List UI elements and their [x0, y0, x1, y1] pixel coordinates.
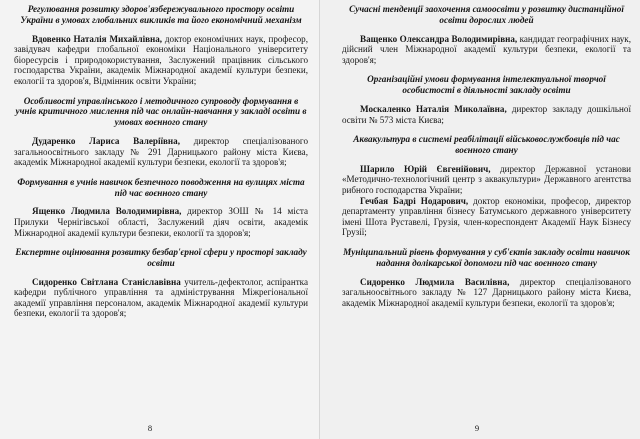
page-number: 8 [147, 423, 153, 433]
speaker-details: директор Державної установи «Методично-технологічний центр з аквакультури» Державного агентства рибного господарства України; [342, 163, 632, 195]
section-heading: Аквакультура в системі реабілітації військовослужбовців під час воєнного стану [353, 134, 620, 155]
speaker-details: директор закладу дошкільної освіти № 573 міста Києва; [342, 103, 631, 125]
program-section [14, 247, 308, 319]
speaker-name: Сидоренко Людмила Василівна, [360, 276, 510, 287]
speaker-name: Москаленко Наталія Миколаївна, [360, 103, 507, 114]
right-page [320, 0, 640, 439]
speaker-details: директор спеціалізованого загальноосвітнього закладу № 127 Дарницького району міста Києва, академік Міжнародної академії культури безпеки, екології та здоров'я; [342, 276, 631, 308]
section-heading: Експертне оцінювання розвитку безбар'єрної сфери у просторі закладу освіти [15, 247, 307, 268]
speaker-entry [14, 136, 308, 168]
section-heading: Муніципальний рівень формування у суб'єктів закладу освіти навичок надання долікарської допомоги під час воєнного стану [343, 246, 630, 268]
speaker-details: учитель-дефектолог, аспірантка кафедри публічного управління та адміністрування Міжрегіональної академії управління персоналом, академік Міжнародної академії культури безпеки, екології та здоров'я; [14, 276, 308, 319]
speaker-name: Вдовенко Наталія Михайлівна, [32, 33, 163, 44]
page-number: 9 [474, 423, 480, 433]
speaker-name: Дударенко Лариса Валеріївна, [32, 135, 180, 146]
speaker-details: директор ЗОШ № 14 міста Прилуки Чернігівської області, Заслужений діяч освіти, академік Міжнародної академії культури безпеки, екології та здоров'я; [14, 206, 308, 238]
speaker-entry [14, 206, 308, 238]
speaker-name: Гечбая Бадрі Нодарович, [360, 195, 469, 206]
program-section [342, 134, 631, 238]
speaker-name: Сидоренко Світлана Станіславівна [32, 276, 181, 287]
speaker-name: Ященко Людмила Володимирівна, [32, 206, 182, 217]
program-section [14, 177, 308, 238]
program-section [14, 96, 308, 168]
section-heading: Організаційні умови формування інтелектуальної творчої особистості в діяльності закладу освіти [367, 74, 606, 96]
speaker-entry [14, 277, 308, 319]
speaker-entry [14, 34, 308, 87]
speaker-entry [342, 164, 631, 196]
program-section [14, 4, 308, 87]
section-heading: Регулювання розвитку здоров'язбережувального простору освіти України в умовах глобальних викликів та його економічний механізм [20, 4, 302, 25]
speaker-details: директор спеціалізованого загальноосвітнього закладу № 291 Дарницького району міста Києва, академік Міжнародної академії культури безпеки, екології та здоров'я; [14, 135, 308, 168]
speaker-name: Ващенко Олександра Володимирівна, [360, 33, 518, 44]
speaker-name: Шарило Юрій Євгенійович, [360, 163, 491, 174]
speaker-entry [342, 104, 631, 125]
speaker-details: доктор економічних наук, професор, завідувач кафедри глобальної економіки Національного університету біоресурсів і природокористування, Заслужений працівник сільського господарства України, академік Міжнародної академії культури безпеки, екології та здоров'я, Відмінник освіти України; [14, 33, 308, 86]
program-section [342, 74, 631, 125]
program-section [342, 4, 631, 65]
program-section [342, 247, 631, 308]
speaker-entry [342, 196, 631, 238]
speaker-entry [342, 277, 631, 309]
speaker-details: доктор економіки, професор, директор департаменту управління бізнесу Батумського державного університету імені Шота Руставелі, Грузія, член-кореспондент Академії Наук Бізнесу Грузії; [342, 195, 631, 238]
speaker-details: кандидат географічних наук, дійсний член Міжнародної академії культури безпеки, екології та здоров'я; [342, 33, 631, 65]
section-heading: Формування в учнів навичок безпечного поводження на вулицях міста під час воєнного стану [17, 176, 305, 198]
section-heading: Особливості управлінського і методичного супроводу формування в учнів критичного мислення під час онлайн-навчання у закладі освіти в умовах воєнного стану [15, 95, 307, 128]
speaker-entry [342, 34, 631, 66]
section-heading: Сучасні тенденції заохочення самоосвіти у розвитку дистанційної освіти дорослих людей [349, 4, 624, 25]
